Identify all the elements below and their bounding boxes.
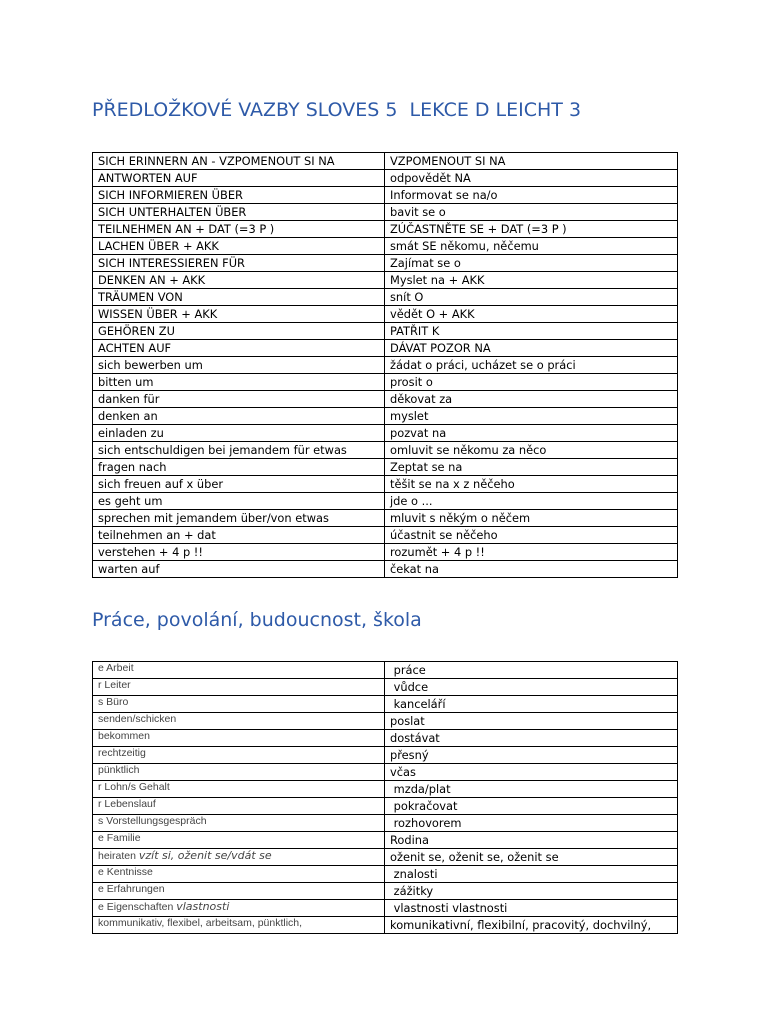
czech-translation-cell: snít O <box>385 289 678 306</box>
german-word: bekommen <box>98 730 150 742</box>
table-row <box>93 425 678 442</box>
german-word: heiraten <box>98 850 139 862</box>
czech-translation-cell: ZÚČASTNĚTE SE + DAT (=3 P ) <box>385 221 678 238</box>
table-row <box>93 204 678 221</box>
table-row <box>93 917 678 934</box>
german-word: e Arbeit <box>98 662 134 674</box>
table-row <box>93 391 678 408</box>
table-row <box>93 340 678 357</box>
german-word: kommunikativ, flexibel, arbeitsam, pünktlich, <box>98 917 303 929</box>
german-word-cell <box>93 730 385 747</box>
german-verb-cell: ACHTEN AUF <box>93 340 385 357</box>
czech-word-cell: přesný <box>385 747 678 764</box>
czech-translation-cell: smát SE někomu, něčemu <box>385 238 678 255</box>
table-row <box>93 900 678 917</box>
german-verb-cell: sich freuen auf x über <box>93 476 385 493</box>
table-row <box>93 730 678 747</box>
czech-word-cell: znalosti <box>385 866 678 883</box>
german-word: s Vorstellungsgespräch <box>98 815 207 827</box>
table-row <box>93 510 678 527</box>
czech-translation-cell: prosit o <box>385 374 678 391</box>
section-title: Práce, povolání, budoucnost, škola <box>92 609 422 631</box>
czech-translation-cell: žádat o práci, ucházet se o práci <box>385 357 678 374</box>
german-word: e Eigenschaften <box>98 901 177 913</box>
czech-word-cell: dostávat <box>385 730 678 747</box>
czech-translation-cell: PATŘIT K <box>385 323 678 340</box>
czech-translation-cell: myslet <box>385 408 678 425</box>
german-word-cell <box>93 917 385 934</box>
czech-word-cell: komunikativní, flexibilní, pracovitý, dochvilný, <box>385 917 678 934</box>
german-verb-cell: fragen nach <box>93 459 385 476</box>
table-row <box>93 221 678 238</box>
german-word-cell <box>93 679 385 696</box>
german-word: pünktlich <box>98 764 140 776</box>
german-verb-cell: sich bewerben um <box>93 357 385 374</box>
german-verb-cell: ANTWORTEN AUF <box>93 170 385 187</box>
czech-translation-cell: účastnit se něčeho <box>385 527 678 544</box>
czech-translation-cell: vědět O + AKK <box>385 306 678 323</box>
czech-translation-cell: odpovědět NA <box>385 170 678 187</box>
verb-prepositions-table <box>92 152 678 578</box>
table-row <box>93 493 678 510</box>
table-row <box>93 170 678 187</box>
german-word-cell <box>93 764 385 781</box>
german-verb-cell: sprechen mit jemandem über/von etwas <box>93 510 385 527</box>
german-verb-cell: SICH UNTERHALTEN ÜBER <box>93 204 385 221</box>
czech-translation-cell: jde o ... <box>385 493 678 510</box>
table-row <box>93 527 678 544</box>
table-row <box>93 866 678 883</box>
table-row <box>93 306 678 323</box>
german-word: r Lohn/s Gehalt <box>98 781 170 793</box>
table-row <box>93 764 678 781</box>
german-word-cell <box>93 662 385 679</box>
german-verb-cell: bitten um <box>93 374 385 391</box>
german-word-cell <box>93 696 385 713</box>
german-verb-cell: TRÄUMEN VON <box>93 289 385 306</box>
czech-word-cell: pokračovat <box>385 798 678 815</box>
czech-word-cell: práce <box>385 662 678 679</box>
german-word-cell <box>93 866 385 883</box>
czech-translation-cell: čekat na <box>385 561 678 578</box>
czech-translation-cell: těšit se na x z něčeho <box>385 476 678 493</box>
czech-word-cell: zážitky <box>385 883 678 900</box>
czech-translation-cell: Myslet na + AKK <box>385 272 678 289</box>
german-verb-cell: TEILNEHMEN AN + DAT (=3 P ) <box>93 221 385 238</box>
table-row <box>93 238 678 255</box>
czech-translation-cell: DÁVAT POZOR NA <box>385 340 678 357</box>
german-verb-cell: verstehen + 4 p !! <box>93 544 385 561</box>
czech-translation-cell: Zajímat se o <box>385 255 678 272</box>
czech-translation-cell: VZPOMENOUT SI NA <box>385 153 678 170</box>
czech-translation-cell: děkovat za <box>385 391 678 408</box>
german-word: senden/schicken <box>98 713 177 725</box>
table-row <box>93 289 678 306</box>
german-word: r Lebenslauf <box>98 798 156 810</box>
czech-word-cell: poslat <box>385 713 678 730</box>
german-verb-cell: danken für <box>93 391 385 408</box>
table-row <box>93 374 678 391</box>
table-row <box>93 849 678 866</box>
czech-translation-cell: pozvat na <box>385 425 678 442</box>
czech-word-cell: vlastnosti vlastnosti <box>385 900 678 917</box>
czech-word-cell: kanceláří <box>385 696 678 713</box>
table-row <box>93 476 678 493</box>
table-row <box>93 187 678 204</box>
table-row <box>93 357 678 374</box>
table-row <box>93 798 678 815</box>
german-verb-cell: es geht um <box>93 493 385 510</box>
table-row <box>93 544 678 561</box>
german-verb-cell: SICH INFORMIEREN ÜBER <box>93 187 385 204</box>
czech-word-cell: včas <box>385 764 678 781</box>
table-row <box>93 255 678 272</box>
czech-word-cell: oženit se, oženit se, oženit se <box>385 849 678 866</box>
german-word-cell <box>93 900 385 917</box>
german-word-cell <box>93 798 385 815</box>
german-verb-cell: denken an <box>93 408 385 425</box>
czech-translation-cell: Zeptat se na <box>385 459 678 476</box>
german-word: rechtzeitig <box>98 747 146 759</box>
table-row <box>93 679 678 696</box>
czech-word-cell: Rodina <box>385 832 678 849</box>
german-word-note: vlastnosti <box>176 900 230 913</box>
german-word-cell <box>93 883 385 900</box>
german-word: r Leiter <box>98 679 131 691</box>
czech-translation-cell: Informovat se na/o <box>385 187 678 204</box>
table-row <box>93 442 678 459</box>
german-verb-cell: LACHEN ÜBER + AKK <box>93 238 385 255</box>
german-verb-cell: GEHÖREN ZU <box>93 323 385 340</box>
table-row <box>93 696 678 713</box>
czech-word-cell: mzda/plat <box>385 781 678 798</box>
table-row <box>93 561 678 578</box>
table-row <box>93 832 678 849</box>
table-row <box>93 272 678 289</box>
german-word: e Erfahrungen <box>98 883 165 895</box>
german-word: e Familie <box>98 832 141 844</box>
table-row <box>93 408 678 425</box>
table-row <box>93 713 678 730</box>
german-verb-cell: teilnehmen an + dat <box>93 527 385 544</box>
german-word-cell <box>93 781 385 798</box>
german-verb-cell: warten auf <box>93 561 385 578</box>
german-verb-cell: sich entschuldigen bei jemandem für etwas <box>93 442 385 459</box>
czech-translation-cell: bavit se o <box>385 204 678 221</box>
german-verb-cell: einladen zu <box>93 425 385 442</box>
german-word-cell <box>93 713 385 730</box>
page-title: PŘEDLOŽKOVÉ VAZBY SLOVES 5 LEKCE D LEICHT 3 <box>92 99 582 121</box>
czech-word-cell: vůdce <box>385 679 678 696</box>
german-verb-cell: DENKEN AN + AKK <box>93 272 385 289</box>
czech-word-cell: rozhovorem <box>385 815 678 832</box>
vocabulary-table <box>92 661 678 934</box>
german-verb-cell: SICH ERINNERN AN - VZPOMENOUT SI NA <box>93 153 385 170</box>
table-row <box>93 883 678 900</box>
table-row <box>93 323 678 340</box>
german-verb-cell: SICH INTERESSIEREN FÜR <box>93 255 385 272</box>
table-row <box>93 153 678 170</box>
german-word-cell <box>93 832 385 849</box>
czech-translation-cell: mluvit s někým o něčem <box>385 510 678 527</box>
german-word: e Kentnisse <box>98 866 153 878</box>
table-row <box>93 662 678 679</box>
table-row <box>93 781 678 798</box>
german-word-cell <box>93 815 385 832</box>
table-row <box>93 459 678 476</box>
german-word: s Büro <box>98 696 129 708</box>
german-word-note: vzít si, oženit se/vdát se <box>138 849 272 862</box>
table-row <box>93 747 678 764</box>
german-verb-cell: WISSEN ÜBER + AKK <box>93 306 385 323</box>
table-row <box>93 815 678 832</box>
german-word-cell <box>93 747 385 764</box>
german-word-cell <box>93 849 385 866</box>
czech-translation-cell: rozumět + 4 p !! <box>385 544 678 561</box>
czech-translation-cell: omluvit se někomu za něco <box>385 442 678 459</box>
